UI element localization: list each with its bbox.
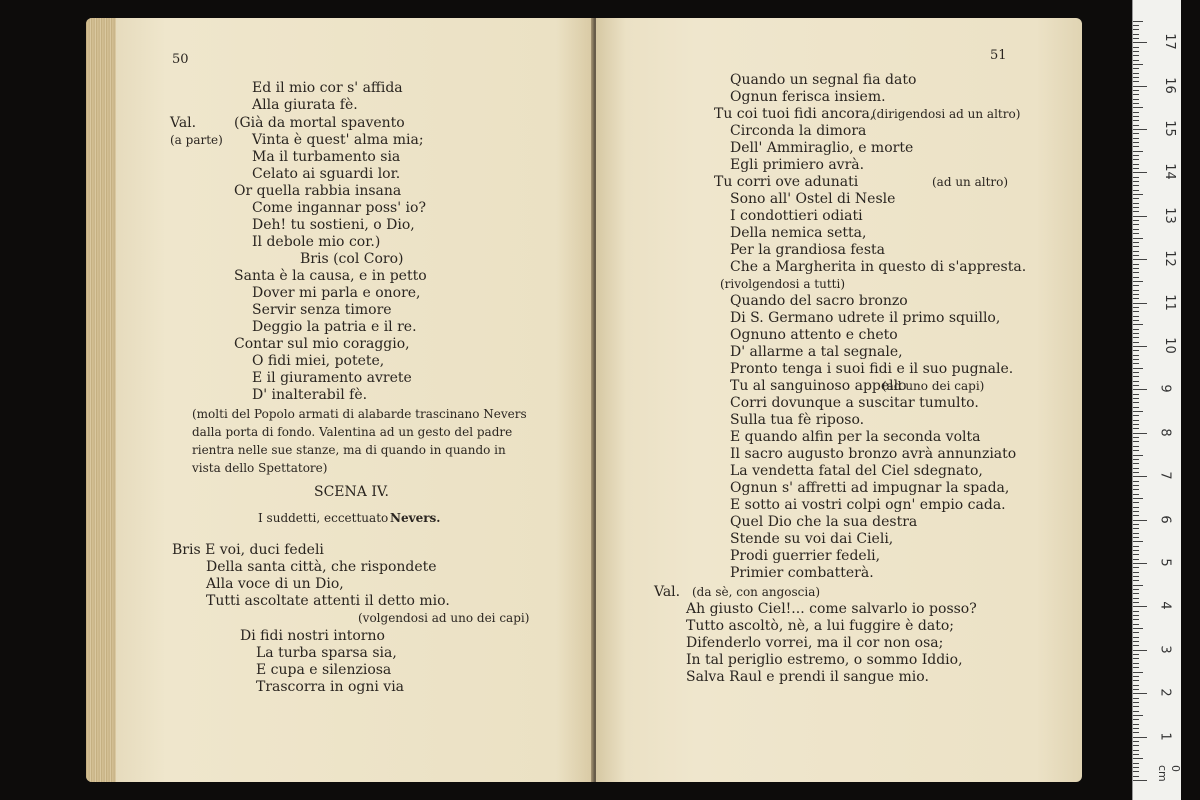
ruler-tick xyxy=(1133,155,1139,156)
ruler-tick xyxy=(1133,567,1139,568)
ruler-tick xyxy=(1133,125,1139,126)
ruler-tick xyxy=(1133,316,1139,317)
ruler-tick xyxy=(1133,589,1139,590)
text-line: E quando alfin per la seconda volta xyxy=(730,429,981,445)
text-line: Di fidi nostri intorno xyxy=(240,628,385,644)
text-line: Salva Raul e prendi il sangue mio. xyxy=(686,669,929,685)
ruler-tick xyxy=(1133,437,1139,438)
ruler-tick xyxy=(1133,342,1139,343)
ruler-tick xyxy=(1133,654,1139,655)
ruler-tick xyxy=(1133,94,1139,95)
ruler-number: 12 xyxy=(1161,250,1177,267)
ruler-tick xyxy=(1133,164,1139,165)
text-line: Quando un segnal fia dato xyxy=(730,72,917,88)
ruler-tick xyxy=(1133,138,1139,139)
ruler-tick xyxy=(1133,385,1139,386)
ruler-tick xyxy=(1133,242,1139,243)
ruler-tick xyxy=(1133,394,1139,395)
ruler-tick xyxy=(1133,190,1139,191)
text-line: Vinta è quest' alma mia; xyxy=(252,132,424,148)
ruler-tick xyxy=(1133,420,1139,421)
ruler-number: 16 xyxy=(1161,76,1177,94)
ruler-tick xyxy=(1133,290,1139,291)
ruler-tick xyxy=(1133,728,1139,729)
text-line: Dell' Ammiraglio, e morte xyxy=(730,140,914,156)
ruler-tick xyxy=(1133,298,1139,299)
ruler-tick xyxy=(1133,593,1139,594)
text-line: Il debole mio cor.) xyxy=(252,234,381,250)
text-line: (rivolgendosi a tutti) xyxy=(720,277,846,291)
ruler-tick xyxy=(1133,77,1139,78)
ruler-tick xyxy=(1133,320,1139,321)
text-line: Ed il mio cor s' affida xyxy=(252,80,403,96)
ruler-tick xyxy=(1133,632,1139,633)
text-line: Difenderlo vorrei, ma il cor non osa; xyxy=(686,635,944,651)
ruler-tick xyxy=(1133,502,1139,503)
ruler-tick xyxy=(1133,576,1139,577)
ruler-number: 13 xyxy=(1161,207,1177,224)
text-line: Santa è la causa, e in petto xyxy=(234,268,427,284)
ruler-tick xyxy=(1133,251,1139,252)
ruler-tick xyxy=(1133,194,1143,195)
ruler-tick xyxy=(1133,211,1139,212)
text-line: Nevers. xyxy=(390,511,441,525)
ruler-tick xyxy=(1133,637,1139,638)
ruler-tick xyxy=(1133,246,1139,247)
ruler-tick xyxy=(1133,64,1143,65)
ruler-tick xyxy=(1133,42,1147,43)
ruler-number: 8 xyxy=(1157,428,1173,437)
ruler-tick xyxy=(1133,73,1139,74)
ruler-tick xyxy=(1133,368,1143,369)
ruler-tick xyxy=(1133,21,1143,22)
ruler-tick xyxy=(1133,381,1139,382)
text-line: Primier combatterà. xyxy=(730,565,874,581)
ruler-tick xyxy=(1133,428,1139,429)
left-page-number: 50 xyxy=(172,52,189,67)
ruler-tick xyxy=(1133,745,1139,746)
ruler-tick xyxy=(1133,133,1139,134)
ruler-tick xyxy=(1133,411,1143,412)
ruler-tick xyxy=(1133,615,1139,616)
text-line: (molti del Popolo armati di alabarde trascinano Nevers xyxy=(192,407,527,421)
ruler-tick xyxy=(1133,68,1139,69)
ruler-number: 4 xyxy=(1157,601,1173,611)
text-line: Egli primiero avrà. xyxy=(730,157,865,173)
text-line: D' inalterabil fè. xyxy=(252,387,368,403)
text-line: Alla giurata fè. xyxy=(252,97,358,113)
ruler-tick xyxy=(1133,585,1143,586)
text-line: Deggio la patria e il re. xyxy=(252,319,417,335)
text-line: Tu corri ove adunati xyxy=(714,174,859,190)
ruler-tick xyxy=(1133,177,1139,178)
ruler-tick xyxy=(1133,606,1147,607)
ruler-tick xyxy=(1133,307,1139,308)
ruler-tick xyxy=(1133,255,1139,256)
ruler-tick xyxy=(1133,498,1143,499)
text-line: Contar sul mio coraggio, xyxy=(234,336,410,352)
ruler-tick xyxy=(1133,489,1139,490)
text-line: In tal periglio estremo, o sommo Iddio, xyxy=(686,652,963,668)
text-line: Della santa città, che rispondete xyxy=(206,559,437,575)
ruler-tick xyxy=(1133,337,1139,338)
ruler-tick xyxy=(1133,363,1139,364)
ruler-tick xyxy=(1133,737,1147,738)
text-line: Corri dovunque a suscitar tumulto. xyxy=(730,395,979,411)
ruler-tick xyxy=(1133,455,1143,456)
ruler-tick xyxy=(1133,619,1139,620)
ruler-tick xyxy=(1133,281,1143,282)
ruler-tick xyxy=(1133,38,1139,39)
ruler-tick xyxy=(1133,511,1139,512)
text-line: I suddetti, eccettuato xyxy=(258,511,389,525)
ruler-tick xyxy=(1133,580,1139,581)
ruler-tick xyxy=(1133,507,1139,508)
ruler-tick xyxy=(1133,754,1139,755)
ruler-tick xyxy=(1133,181,1139,182)
ruler-tick xyxy=(1133,216,1147,217)
ruler-tick xyxy=(1133,602,1139,603)
ruler-tick xyxy=(1133,129,1147,130)
ruler-number: 9 xyxy=(1157,384,1173,394)
ruler-tick xyxy=(1133,533,1139,534)
ruler-tick xyxy=(1133,311,1139,312)
ruler-tick xyxy=(1133,207,1139,208)
ruler-tick xyxy=(1133,541,1143,542)
text-line: E cupa e silenziosa xyxy=(256,662,392,678)
ruler-tick xyxy=(1133,524,1139,525)
text-line: Servir senza timore xyxy=(252,302,392,318)
ruler-tick xyxy=(1133,494,1139,495)
ruler-tick xyxy=(1133,750,1139,751)
text-line: Ah giusto Ciel!... come salvarlo io posso? xyxy=(686,601,977,617)
text-line: Sulla tua fè riposo. xyxy=(730,412,865,428)
ruler-tick xyxy=(1133,220,1139,221)
ruler-tick xyxy=(1133,294,1139,295)
ruler-tick xyxy=(1133,172,1147,173)
ruler-tick xyxy=(1133,763,1139,764)
ruler-tick xyxy=(1133,468,1139,469)
ruler-tick xyxy=(1133,151,1143,152)
text-line: Celato ai sguardi lor. xyxy=(252,166,401,182)
ruler-tick xyxy=(1133,103,1139,104)
text-line: (ad uno dei capi) xyxy=(882,379,985,393)
left-page xyxy=(86,18,594,782)
text-line: Per la grandiosa festa xyxy=(730,242,885,258)
text-line: Di S. Germano udrete il primo squillo, xyxy=(730,310,1001,326)
ruler-tick xyxy=(1133,611,1139,612)
ruler-tick xyxy=(1133,81,1139,82)
ruler-tick xyxy=(1133,598,1139,599)
ruler-tick xyxy=(1133,554,1139,555)
ruler-number: 5 xyxy=(1157,558,1173,567)
ruler-tick xyxy=(1133,676,1139,677)
ruler-tick xyxy=(1133,233,1139,234)
ruler-tick xyxy=(1133,34,1139,35)
ruler-tick xyxy=(1133,324,1143,325)
ruler-tick xyxy=(1133,25,1139,26)
ruler-tick xyxy=(1133,650,1147,651)
ruler-tick xyxy=(1133,264,1139,265)
ruler-tick xyxy=(1133,559,1139,560)
ruler-tick xyxy=(1133,463,1139,464)
text-line: Quel Dio che la sua destra xyxy=(730,514,918,530)
ruler-tick xyxy=(1133,86,1147,87)
ruler-tick xyxy=(1133,706,1139,707)
ruler-tick xyxy=(1133,333,1139,334)
ruler-tick xyxy=(1133,116,1139,117)
ruler-tick xyxy=(1133,146,1139,147)
ruler-tick xyxy=(1133,528,1139,529)
ruler-tick xyxy=(1133,563,1147,564)
ruler-number: 3 xyxy=(1157,645,1173,654)
ruler-tick xyxy=(1133,663,1139,664)
text-line: rientra nelle sue stanze, ma di quando in quando in xyxy=(192,443,506,457)
ruler-tick xyxy=(1133,376,1139,377)
ruler-tick xyxy=(1133,285,1139,286)
ruler-tick xyxy=(1133,693,1147,694)
ruler-tick xyxy=(1133,142,1139,143)
ruler-tick xyxy=(1133,572,1139,573)
ruler-tick xyxy=(1133,741,1139,742)
ruler-tick xyxy=(1133,51,1139,52)
text-line: Tu al sanguinoso appello xyxy=(730,378,907,394)
ruler-tick xyxy=(1133,359,1139,360)
text-line: (a parte) xyxy=(170,133,223,147)
ruler-tick xyxy=(1133,776,1139,777)
ruler-tick xyxy=(1133,303,1147,304)
text-line: Prodi guerrier fedeli, xyxy=(730,548,881,564)
ruler-tick xyxy=(1133,415,1139,416)
text-line: Val. xyxy=(170,115,197,131)
ruler-unit: 0 cm xyxy=(1156,765,1182,782)
ruler-tick xyxy=(1133,698,1139,699)
ruler-number: 2 xyxy=(1157,688,1173,697)
ruler-tick xyxy=(1133,658,1139,659)
ruler-tick xyxy=(1133,515,1139,516)
ruler-number: 7 xyxy=(1157,471,1173,480)
text-line: Trascorra in ogni via xyxy=(256,679,405,695)
right-page xyxy=(596,18,1082,782)
ruler-tick xyxy=(1133,689,1139,690)
text-line: (da sè, con angoscia) xyxy=(692,585,821,599)
ruler-tick xyxy=(1133,476,1147,477)
ruler-tick xyxy=(1133,767,1139,768)
ruler-tick xyxy=(1133,224,1139,225)
text-line: Circonda la dimora xyxy=(730,123,867,139)
text-line: (volgendosi ad uno dei capi) xyxy=(358,611,530,625)
text-line: Bris E voi, duci fedeli xyxy=(172,542,324,558)
ruler-tick xyxy=(1133,198,1139,199)
text-line: Il sacro augusto bronzo avrà annunziato xyxy=(730,446,1017,462)
text-line: Ognuno attento e cheto xyxy=(730,327,898,343)
ruler-tick xyxy=(1133,628,1143,629)
ruler-tick xyxy=(1133,546,1139,547)
text-line: Ognun ferisca insiem. xyxy=(730,89,886,105)
ruler-tick xyxy=(1133,229,1139,230)
text-line: (Già da mortal spavento xyxy=(234,115,405,131)
ruler-tick xyxy=(1133,758,1143,759)
text-line: Della nemica setta, xyxy=(730,225,867,241)
right-page-number: 51 xyxy=(990,48,1007,63)
ruler-tick xyxy=(1133,645,1139,646)
text-line: SCENA IV. xyxy=(314,484,389,500)
ruler-tick xyxy=(1133,424,1139,425)
ruler-tick xyxy=(1133,485,1139,486)
ruler-tick xyxy=(1133,446,1139,447)
text-line: Ognun s' affretti ad impugnar la spada, xyxy=(730,480,1010,496)
ruler-tick xyxy=(1133,389,1147,390)
ruler-tick xyxy=(1133,29,1139,30)
open-book xyxy=(86,18,1082,782)
ruler-tick xyxy=(1133,185,1139,186)
text-line: D' allarme a tal segnale, xyxy=(730,344,903,360)
ruler-tick xyxy=(1133,550,1139,551)
ruler-tick xyxy=(1133,459,1139,460)
ruler-tick xyxy=(1133,481,1139,482)
ruler-tick xyxy=(1133,272,1139,273)
text-line: Or quella rabbia insana xyxy=(234,183,402,199)
text-line: Sono all' Ostel di Nesle xyxy=(730,191,896,207)
ruler-tick xyxy=(1133,771,1139,772)
text-line: Quando del sacro bronzo xyxy=(730,293,908,309)
text-line: E il giuramento avrete xyxy=(252,370,412,386)
ruler-tick xyxy=(1133,732,1139,733)
text-line: Tu coi tuoi fidi ancora, xyxy=(714,106,875,122)
text-line: Ma il turbamento sia xyxy=(252,149,401,165)
ruler-tick xyxy=(1133,55,1139,56)
ruler-tick xyxy=(1133,711,1139,712)
text-line: Deh! tu sostieni, o Dio, xyxy=(252,217,415,233)
ruler-tick xyxy=(1133,159,1139,160)
ruler-tick xyxy=(1133,277,1139,278)
ruler-tick xyxy=(1133,680,1139,681)
text-line: vista dello Spettatore) xyxy=(192,461,328,475)
ruler-tick xyxy=(1133,350,1139,351)
ruler-tick xyxy=(1133,355,1139,356)
ruler-number: 17 xyxy=(1161,33,1177,50)
ruler-tick xyxy=(1133,99,1139,100)
text-line: Val. xyxy=(654,584,681,600)
page-edge xyxy=(86,18,116,782)
ruler-tick xyxy=(1133,407,1139,408)
ruler-tick xyxy=(1133,685,1139,686)
ruler-tick xyxy=(1133,112,1139,113)
text-line: Tutti ascoltate attenti il detto mio. xyxy=(206,593,450,609)
text-line: E sotto ai vostri colpi ogn' empio cada. xyxy=(730,497,1006,513)
ruler-tick xyxy=(1133,402,1139,403)
text-line: (ad un altro) xyxy=(932,175,1009,189)
ruler-number: 11 xyxy=(1161,293,1177,311)
ruler-tick xyxy=(1133,715,1143,716)
ruler-tick xyxy=(1133,168,1139,169)
ruler-tick xyxy=(1133,472,1139,473)
ruler-tick xyxy=(1133,203,1139,204)
text-line: dalla porta di fondo. Valentina ad un gesto del padre xyxy=(192,425,513,439)
ruler-number: 14 xyxy=(1161,163,1177,181)
ruler-number: 10 xyxy=(1161,337,1177,354)
ruler-tick xyxy=(1133,624,1139,625)
ruler-tick xyxy=(1133,107,1143,108)
ruler-tick xyxy=(1133,47,1139,48)
ruler-tick xyxy=(1133,346,1147,347)
text-line: Dover mi parla e onore, xyxy=(252,285,421,301)
ruler-number: 15 xyxy=(1161,120,1177,137)
text-line: Come ingannar poss' io? xyxy=(252,200,426,216)
ruler-number: 6 xyxy=(1157,514,1173,524)
ruler-tick xyxy=(1133,724,1139,725)
ruler-tick xyxy=(1133,60,1139,61)
text-line: Stende su voi dai Cieli, xyxy=(730,531,894,547)
text-line: I condottieri odiati xyxy=(730,208,863,224)
ruler-tick xyxy=(1133,329,1139,330)
ruler-tick xyxy=(1133,90,1139,91)
ruler-tick xyxy=(1133,672,1143,673)
text-line: Pronto tenga i suoi fidi e il suo pugnale. xyxy=(730,361,1014,377)
ruler-tick xyxy=(1133,372,1139,373)
ruler-tick xyxy=(1133,520,1147,521)
ruler-tick xyxy=(1133,537,1139,538)
text-line: Che a Margherita in questo di s'appresta. xyxy=(730,259,1027,275)
text-line: O fidi miei, potete, xyxy=(252,353,385,369)
text-line: La vendetta fatal del Ciel sdegnato, xyxy=(730,463,983,479)
ruler-tick xyxy=(1133,719,1139,720)
ruler-tick xyxy=(1133,268,1139,269)
ruler-tick xyxy=(1133,450,1139,451)
ruler-tick xyxy=(1133,702,1139,703)
text-line: Alla voce di un Dio, xyxy=(206,576,344,592)
ruler-tick xyxy=(1133,398,1139,399)
text-line: La turba sparsa sia, xyxy=(256,645,397,661)
ruler-tick xyxy=(1133,433,1147,434)
text-line: (dirigendosi ad un altro) xyxy=(872,107,1021,121)
ruler-number: 1 xyxy=(1157,731,1173,741)
ruler-tick xyxy=(1133,441,1139,442)
ruler-tick xyxy=(1133,667,1139,668)
ruler-tick xyxy=(1133,641,1139,642)
ruler-tick xyxy=(1133,259,1147,260)
ruler-tick xyxy=(1133,120,1139,121)
ruler-tick xyxy=(1133,238,1143,239)
text-line: Tutto ascoltò, nè, a lui fuggire è dato; xyxy=(686,618,954,634)
text-line: Bris (col Coro) xyxy=(300,251,404,267)
measurement-ruler xyxy=(1132,0,1181,800)
ruler-tick xyxy=(1133,780,1147,781)
